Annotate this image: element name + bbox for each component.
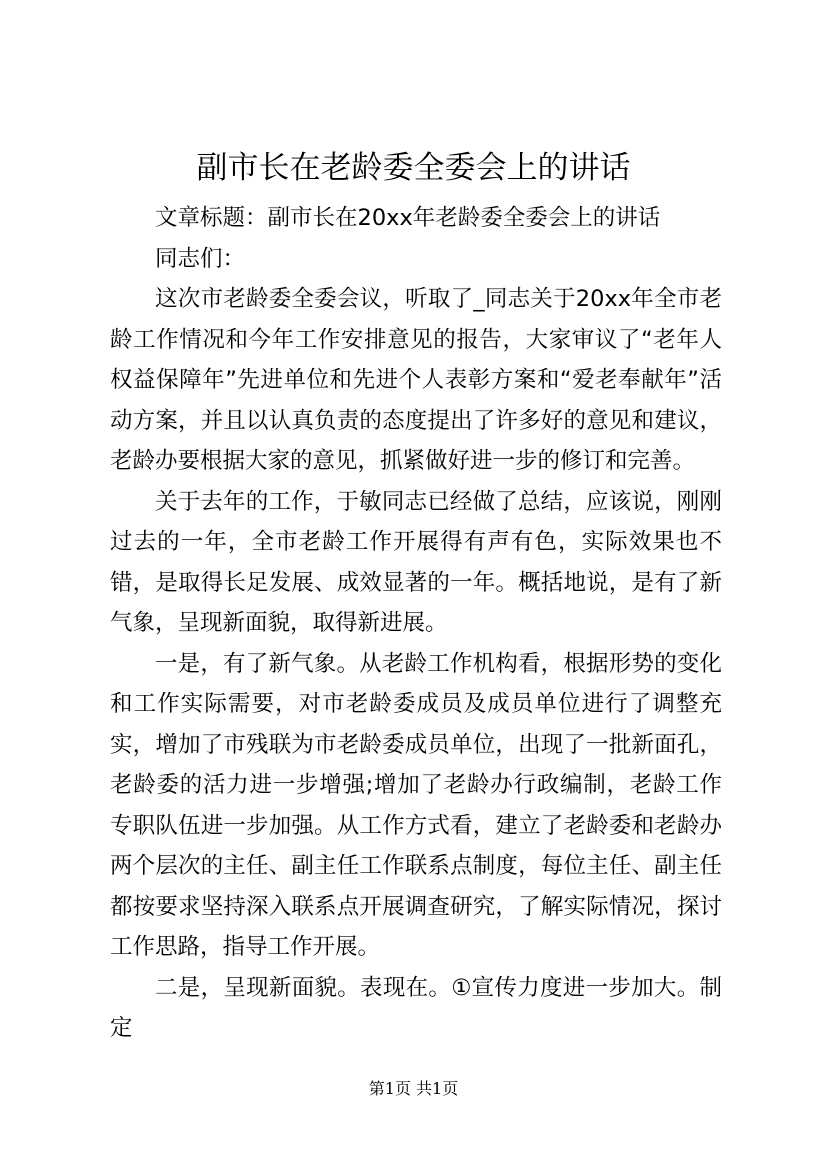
paragraph: 这次市老龄委全委会议，听取了_同志关于20xx年全市老龄工作情况和今年工作安排意见的报告，大家审议了“老年人权益保障年”先进单位和先进个人表彰方案和“爱老奉献年”活动方案，并且以认真负责的态度提出了许多好的意见和建议，老龄办要根据大家的意见，抓紧做好进一步的修订和完善。 [110, 286, 722, 474]
paragraph: 一是，有了新气象。从老龄工作机构看，根据形势的变化和工作实际需要，对市老龄委成员及成员单位进行了调整充实，增加了市残联为市老龄委成员单位，出现了一批新面孔，老龄委的活力进一步增强;增加了老龄办行政编制，老龄工作专职队伍进一步加强。从工作方式看，建立了老龄委和老龄办两个层次的主任、副主任工作联系点制度，每位主任、副主任都按要求坚持深入联系点开展调查研究，了解实际情况，探讨工作思路，指导工作开展。 [110, 650, 722, 960]
document-title: 副市长在老龄委全委会上的讲话 [196, 150, 631, 186]
salutation: 同志们： [155, 245, 246, 272]
paragraph: 关于去年的工作，于敏同志已经做了总结，应该说，刚刚过去的一年，全市老龄工作开展得有声有色，实际效果也不错，是取得长足发展、成效显著的一年。概括地说，是有了新气象，呈现新面貌，取得新进展。 [110, 488, 722, 636]
document-body [110, 198, 722, 1049]
paragraph: 二是，呈现新面貌。表现在。①宣传力度进一步加大。制定 [110, 974, 722, 1041]
page-footer: 第1页 共1页 [368, 1079, 459, 1098]
article-title-line: 文章标题：副市长在20xx年老龄委全委会上的讲话 [155, 205, 661, 231]
